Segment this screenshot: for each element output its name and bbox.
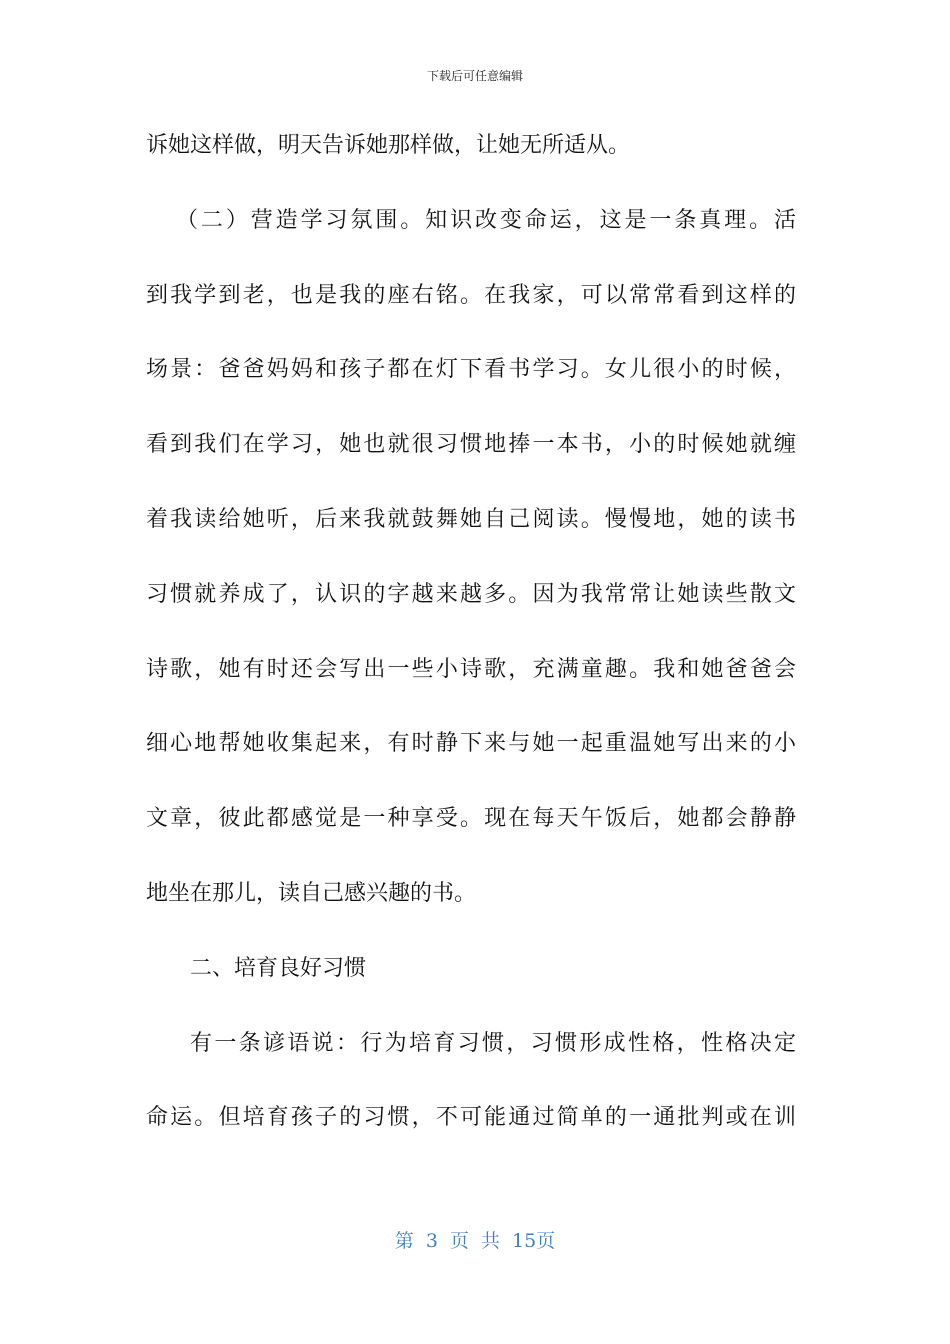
text-line: 诉她这样做，明天告诉她那样做，让她无所适从。 — [146, 133, 631, 158]
text-line: 地坐在那儿，读自己感兴趣的书。 — [146, 880, 477, 906]
text-line: 看到我们在学习，她也就很习惯地捧一本书，小的时候她就缠 — [146, 432, 796, 458]
text-line: 场景：爸爸妈妈和孩子都在灯下看书学习。女儿很小的时候， — [146, 357, 796, 383]
text-line: 着我读给她听，后来我就鼓舞她自己阅读。慢慢地，她的读书 — [146, 506, 796, 532]
section-heading: 二、培育良好习惯 — [190, 955, 367, 981]
text-line: 有一条谚语说：行为培育习惯，习惯形成性格，性格决定 — [190, 1030, 796, 1056]
body-text — [146, 124, 796, 1171]
text-line: 文章，彼此都感觉是一种享受。现在每天午饭后，她都会静静 — [146, 806, 796, 832]
text-line: 命运。但培育孩子的习惯，不可能通过简单的一通批判或在训 — [146, 1105, 796, 1131]
text-line: 到我学到老，也是我的座右铭。在我家，可以常常看到这样的 — [146, 282, 796, 308]
text-line: 诗歌，她有时还会写出一些小诗歌，充满童趣。我和她爸爸会 — [146, 656, 796, 682]
header-note: 下载后可任意编辑 — [426, 69, 523, 83]
text-line: （二）营造学习氛围。知识改变命运，这是一条真理。活 — [176, 207, 796, 233]
page-number: 第 3 页 共 15页 — [394, 1230, 556, 1252]
text-line: 细心地帮她收集起来，有时静下来与她一起重温她写出来的小 — [146, 731, 796, 757]
text-line: 习惯就养成了，认识的字越来越多。因为我常常让她读些散文 — [146, 581, 796, 607]
